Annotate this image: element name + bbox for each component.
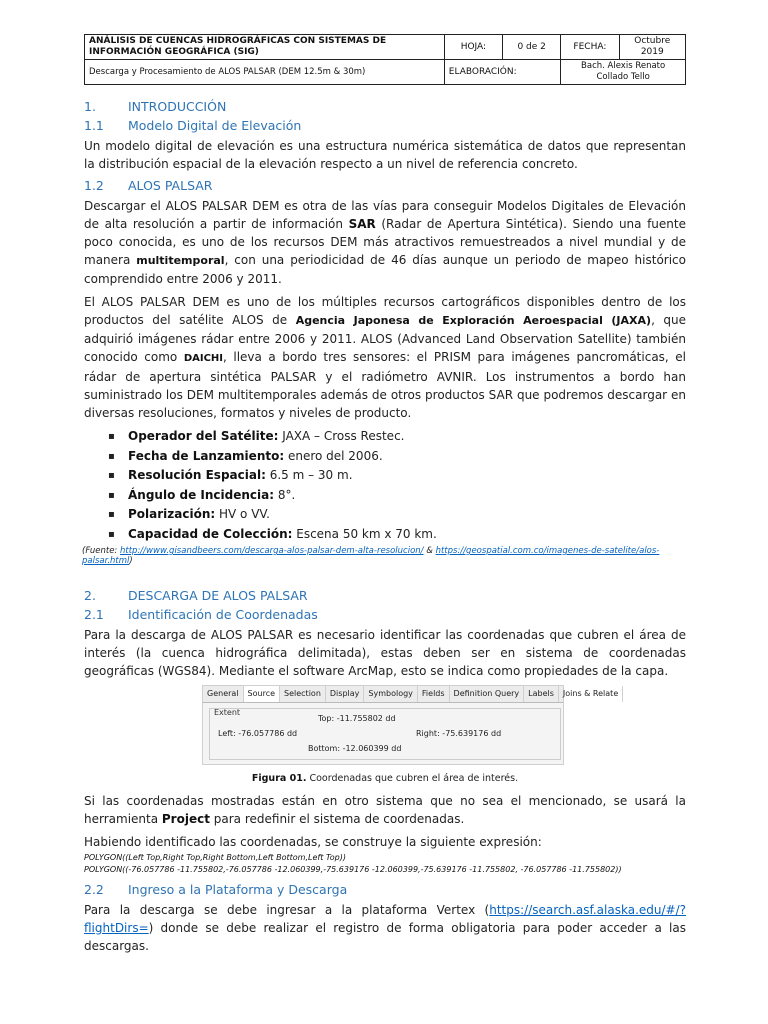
text-run: ) bbox=[129, 556, 133, 566]
spec-value: HV o VV. bbox=[215, 507, 270, 521]
tab-symbology[interactable]: Symbology bbox=[364, 686, 418, 702]
extent-left: Left: -76.057786 dd bbox=[218, 729, 298, 738]
heading-text: Identificación de Coordenadas bbox=[128, 607, 318, 622]
bold-sar: SAR bbox=[348, 217, 376, 231]
vertex-link[interactable]: https://search.asf.alaska.edu/#/?flightDirs= bbox=[84, 903, 686, 935]
heading-modelo-digital bbox=[84, 118, 686, 133]
heading-text: DESCARGA DE ALOS PALSAR bbox=[128, 588, 308, 603]
tab-labels[interactable]: Labels bbox=[524, 686, 559, 702]
figure-caption bbox=[84, 773, 686, 784]
spec-value: 8°. bbox=[274, 487, 296, 502]
heading-plataforma bbox=[84, 882, 686, 897]
heading-coordenadas bbox=[84, 607, 686, 622]
text-run: ) donde se debe realizar el registro de forma obligatoria para poder acceder a las descargas. bbox=[84, 921, 686, 953]
polygon-expression: POLYGON((-76.057786 -11.755802,-76.057786 -12.060399,-75.639176 -12.060399,-75.639176 -11.755802, -76.057786 -11.755802)) bbox=[84, 865, 622, 874]
spec-key: Resolución Espacial: bbox=[128, 468, 266, 482]
paragraph-vertex bbox=[84, 901, 686, 955]
text-run: , que adquirió imágenes rádar entre 2006 y 2011. ALOS (Advanced Land Observation Satellite) también conocido como bbox=[84, 313, 687, 364]
list-item bbox=[128, 525, 686, 545]
caption-label: Figura 01. bbox=[251, 773, 307, 784]
extent-top: Top: -11.755802 dd bbox=[318, 714, 396, 723]
layer-properties-figure bbox=[202, 685, 619, 765]
polygon-template: POLYGON((Left Top,Right Top,Right Bottom,Left Bottom,Left Top)) bbox=[84, 853, 346, 862]
spec-value: Escena 50 km x 70 km. bbox=[292, 526, 437, 541]
text-run: Para la descarga se debe ingresar a la plataforma Vertex ( bbox=[84, 903, 490, 917]
bold-jaxa: Agencia Japonesa de Exploración Aeroespacial (JAXA) bbox=[295, 314, 652, 327]
tab-fields[interactable]: Fields bbox=[418, 686, 450, 702]
properties-tabs bbox=[203, 686, 619, 703]
heading-number: 2. bbox=[84, 588, 96, 603]
tab-general[interactable]: General bbox=[203, 686, 244, 702]
list-item bbox=[128, 466, 686, 486]
spec-key: Fecha de Lanzamiento: bbox=[128, 448, 285, 463]
heading-alos-palsar bbox=[84, 178, 686, 193]
text-run: , con una periodicidad de 46 días aunque un periodo de mapeo histórico comprendido entre 2006 y 2011. bbox=[84, 253, 686, 286]
heading-number: 1.1 bbox=[84, 118, 104, 133]
fecha-value: Octubre 2019 bbox=[619, 35, 685, 60]
source-citation bbox=[82, 546, 686, 566]
document-header-table bbox=[84, 34, 686, 85]
tab-source[interactable]: Source bbox=[244, 686, 280, 702]
extent-bottom: Bottom: -12.060399 dd bbox=[308, 744, 402, 753]
list-item bbox=[128, 447, 686, 467]
heading-number: 2.2 bbox=[84, 882, 104, 897]
paragraph-expresion: Habiendo identificado las coordenadas, se construye la siguiente expresión: bbox=[84, 835, 542, 849]
heading-text: INTRODUCCIÓN bbox=[128, 99, 227, 114]
extent-group bbox=[209, 708, 561, 760]
text-run: El ALOS PALSAR DEM es uno de los múltiples recursos cartográficos disponibles dentro de los productos del satélite ALOS de bbox=[84, 295, 686, 327]
spec-key: Polarización: bbox=[128, 507, 216, 521]
paragraph-project bbox=[84, 792, 686, 828]
list-item bbox=[128, 486, 686, 506]
bold-daichi: DAICHI bbox=[183, 353, 224, 364]
paragraph-alos-intro bbox=[84, 197, 686, 288]
tab-selection[interactable]: Selection bbox=[280, 686, 326, 702]
fecha-label: FECHA: bbox=[561, 35, 619, 60]
spec-value: JAXA – Cross Restec. bbox=[278, 429, 405, 443]
elaboracion-label: ELABORACIÓN: bbox=[444, 60, 561, 85]
heading-text: Modelo Digital de Elevación bbox=[128, 118, 302, 133]
bold-multitemporal: multitemporal bbox=[136, 254, 225, 267]
list-item bbox=[128, 427, 686, 447]
paragraph-modelo-digital: Un modelo digital de elevación es una estructura numérica sistemática de datos que representan la distribución espacial de la elevación respecto a un nivel de referencia concreto. bbox=[84, 139, 686, 171]
text-run: , lleva a bordo tres sensores: el PRISM para imágenes pancromáticas, el rádar de apertura sintética PALSAR y el radiómetro AVNIR. Los instrumentos a bordo han suministrado los DEM multitemporales además de otros productos SAR que podremos descargar en diversas resoluciones, formatos y niveles de producto. bbox=[84, 350, 686, 420]
list-item bbox=[128, 505, 686, 525]
extent-label: Extent bbox=[214, 708, 241, 717]
source-link-gisandbeers[interactable]: http://www.gisandbeers.com/descarga-alos-palsar-dem-alta-resolucion/ bbox=[120, 546, 424, 556]
extent-right: Right: -75.639176 dd bbox=[416, 729, 502, 738]
tab-definition-query[interactable]: Definition Query bbox=[450, 686, 525, 702]
text-run: (Fuente: bbox=[82, 546, 120, 556]
heading-introduccion bbox=[84, 99, 686, 114]
spec-key: Operador del Satélite: bbox=[128, 429, 279, 443]
hoja-label: HOJA: bbox=[444, 35, 502, 60]
bold-project: Project bbox=[161, 812, 210, 826]
document-subtitle: Descarga y Procesamiento de ALOS PALSAR (DEM 12.5m & 30m) bbox=[85, 60, 445, 85]
document-page bbox=[84, 34, 686, 960]
hoja-value: 0 de 2 bbox=[503, 35, 561, 60]
tab-display[interactable]: Display bbox=[326, 686, 365, 702]
caption-text: Coordenadas que cubren el área de interés. bbox=[306, 773, 519, 784]
text-run: Si las coordenadas mostradas están en otro sistema que no sea el mencionado, se usará la herramienta bbox=[84, 794, 686, 826]
tab-joins-relates[interactable]: Joins & Relate bbox=[559, 686, 623, 702]
source-link-geospatial[interactable]: https://geospatial.com.co/imagenes-de-satelite/alos-palsar.html bbox=[82, 546, 660, 566]
spec-value: 6.5 m – 30 m. bbox=[265, 468, 353, 482]
elaboracion-value: Bach. Alexis Renato Collado Tello bbox=[561, 60, 686, 85]
text-run: para redefinir el sistema de coordenadas. bbox=[209, 812, 465, 826]
text-run: & bbox=[423, 546, 436, 556]
spec-key: Capacidad de Colección: bbox=[128, 526, 293, 541]
paragraph-alos-detail bbox=[84, 293, 686, 422]
spec-value: enero del 2006. bbox=[284, 448, 383, 463]
text-run: Descargar el ALOS PALSAR DEM es otra de las vías para conseguir Modelos Digitales de Elevación de alta resolución a partir de información bbox=[84, 199, 686, 231]
document-title: ANÁLISIS DE CUENCAS HIDROGRÁFICAS CON SISTEMAS DE INFORMACIÓN GEOGRÁFICA (SIG) bbox=[85, 35, 445, 60]
heading-text: Ingreso a la Plataforma y Descarga bbox=[128, 882, 348, 897]
heading-number: 1.2 bbox=[84, 178, 104, 193]
text-run: (Radar de Apertura Sintética). Siendo una fuente poco conocida, es uno de los recursos DEM más atractivos remuestreados a nivel mundial y de manera bbox=[84, 217, 686, 267]
heading-number: 1. bbox=[84, 99, 96, 114]
heading-descarga bbox=[84, 588, 686, 603]
heading-number: 2.1 bbox=[84, 607, 104, 622]
heading-text: ALOS PALSAR bbox=[128, 178, 213, 193]
satellite-specs-list bbox=[84, 427, 686, 544]
spec-key: Ángulo de Incidencia: bbox=[128, 487, 275, 502]
paragraph-coordenadas: Para la descarga de ALOS PALSAR es necesario identificar las coordenadas que cubren el área de interés (la cuenca hidrográfica delimitada), estas deben ser en sistema de coordenadas geográficas (WGS84). Mediante el software ArcMap, esto se indica como propiedades de la capa. bbox=[84, 628, 686, 678]
